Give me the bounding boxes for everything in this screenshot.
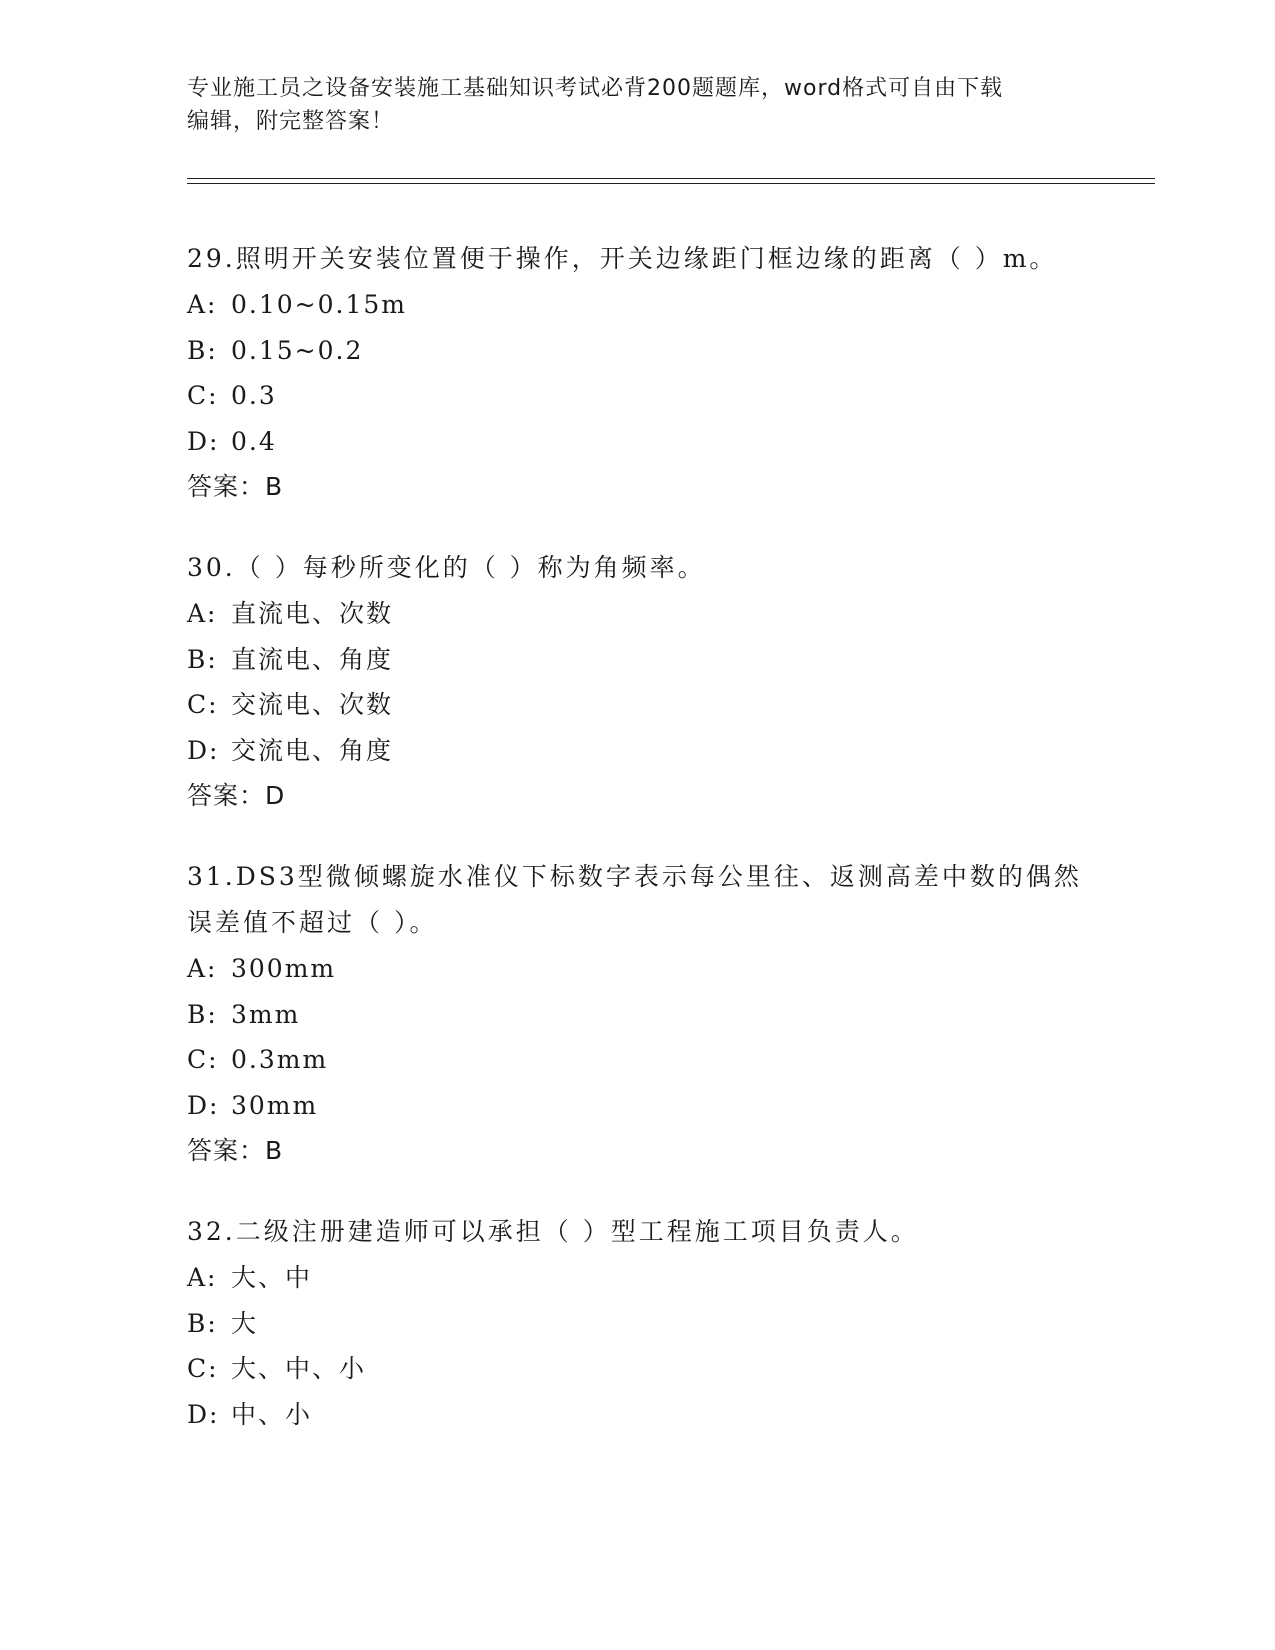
option-letter: D:	[187, 426, 220, 456]
option-letter: C:	[187, 1045, 219, 1074]
question-stem: 31.DS3型微倾螺旋水准仪下标数字表示每公里往、返测高差中数的偶然误差值不超过（ ）。	[187, 862, 1082, 937]
option-letter: D:	[187, 735, 220, 765]
option-b	[187, 992, 1087, 1038]
option-a	[187, 282, 1087, 328]
option-b	[187, 328, 1087, 374]
option-letter: D:	[187, 1399, 220, 1429]
question-29	[187, 236, 1087, 509]
option-c	[187, 1037, 1087, 1083]
option-d	[187, 728, 1087, 774]
option-a	[187, 591, 1087, 637]
option-c	[187, 373, 1087, 419]
option-d	[187, 419, 1087, 465]
option-d	[187, 1392, 1087, 1438]
option-c	[187, 682, 1087, 728]
option-a	[187, 1255, 1087, 1301]
option-text: 大、中	[231, 1263, 313, 1292]
header-line-2: 编辑，附完整答案！	[187, 109, 395, 134]
option-text: 3mm	[231, 999, 301, 1029]
header-line-1: 专业施工员之设备安装施工基础知识考试必背200题题库，word格式可自由下载	[187, 76, 1004, 101]
option-letter: B:	[187, 1308, 218, 1338]
option-letter: A:	[187, 954, 218, 983]
option-text: 30mm	[231, 1090, 319, 1120]
document-header	[187, 72, 1067, 138]
option-letter: B:	[187, 644, 218, 674]
option-text: 0.3	[231, 381, 277, 410]
option-letter: D:	[187, 1090, 220, 1120]
option-letter: B:	[187, 999, 218, 1029]
option-a	[187, 946, 1087, 992]
header-divider-bottom	[187, 183, 1155, 184]
question-30	[187, 545, 1087, 818]
option-letter: A:	[187, 1263, 218, 1292]
question-stem: 30.（ ）每秒所变化的（ ）称为角频率。	[187, 553, 706, 582]
option-letter: C:	[187, 1354, 219, 1383]
option-text: 大、中、小	[231, 1354, 367, 1383]
option-text: 大	[231, 1308, 259, 1338]
option-text: 0.15~0.2	[231, 335, 364, 365]
option-text: 交流电、角度	[231, 735, 394, 765]
option-text: 0.3mm	[231, 1045, 329, 1074]
option-c	[187, 1346, 1087, 1392]
question-stem: 29.照明开关安装位置便于操作，开关边缘距门框边缘的距离（ ）m。	[187, 244, 1058, 273]
option-d	[187, 1083, 1087, 1129]
answer-line: 答案：B	[187, 472, 284, 501]
option-b	[187, 1301, 1087, 1347]
option-letter: B:	[187, 335, 218, 365]
option-letter: C:	[187, 690, 219, 719]
answer-line: 答案：D	[187, 781, 286, 810]
header-divider-top	[187, 178, 1155, 179]
option-text: 直流电、角度	[231, 644, 394, 674]
option-letter: A:	[187, 599, 218, 628]
question-31	[187, 854, 1087, 1173]
answer-line: 答案：B	[187, 1136, 284, 1165]
option-text: 0.4	[231, 426, 277, 456]
question-list	[187, 236, 1087, 1473]
option-text: 直流电、次数	[231, 599, 394, 628]
option-text: 300mm	[231, 954, 337, 983]
option-b	[187, 637, 1087, 683]
question-stem: 32.二级注册建造师可以承担（ ）型工程施工项目负责人。	[187, 1217, 919, 1246]
option-text: 交流电、次数	[231, 690, 394, 719]
option-text: 中、小	[231, 1399, 313, 1429]
option-letter: C:	[187, 381, 219, 410]
option-letter: A:	[187, 290, 218, 319]
question-32	[187, 1209, 1087, 1437]
option-text: 0.10~0.15m	[231, 290, 407, 319]
